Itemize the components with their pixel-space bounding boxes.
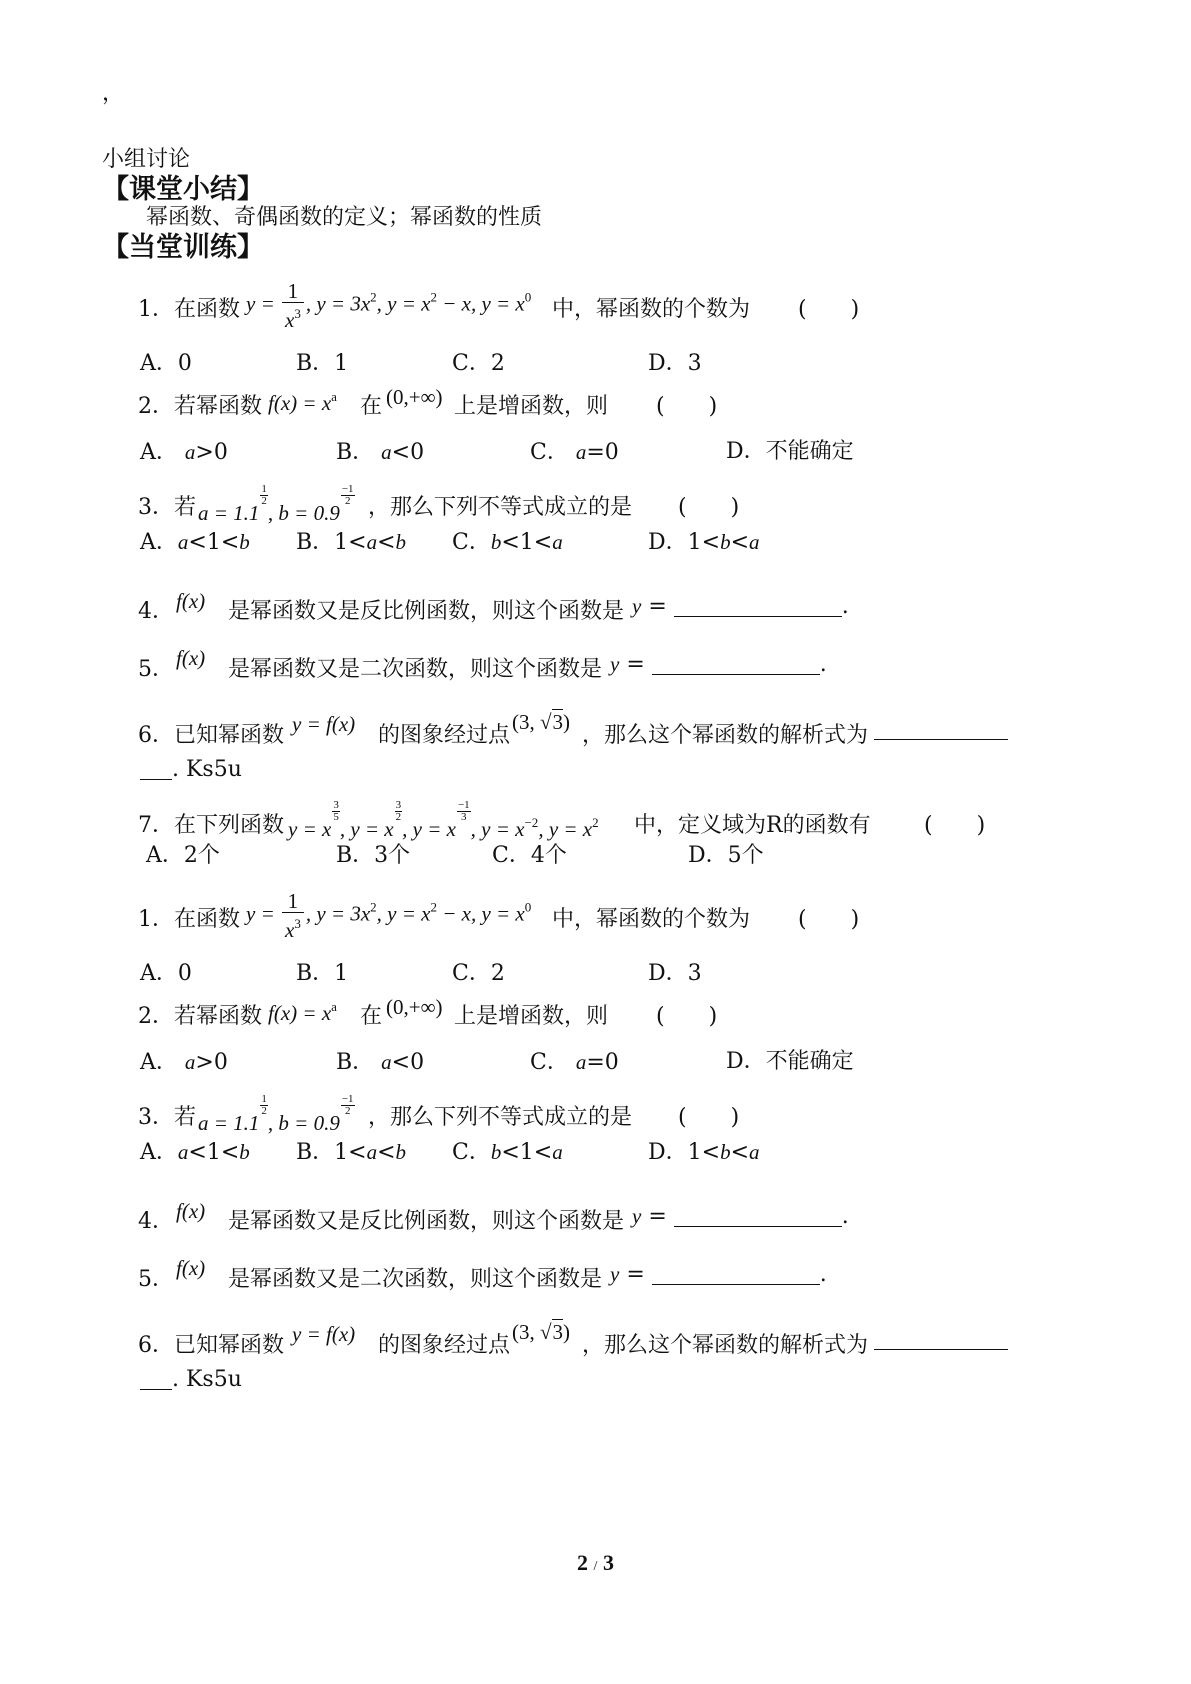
question-6-end: . Ks5u [140, 1366, 242, 1394]
option-d: D．1<b<a [648, 530, 760, 555]
answer-paren: ( ) [678, 1105, 740, 1130]
option-d: D．不能确定 [726, 1049, 854, 1074]
question-2-text: 上是增函数，则 [454, 1004, 609, 1029]
question-4-answer-blank[interactable]: y = . [632, 1204, 849, 1229]
answer-paren: ( ) [798, 297, 860, 322]
question-3-text: ，那么下列不等式成立的是 [368, 1105, 633, 1130]
question-5-answer-blank[interactable]: y = . [610, 652, 827, 677]
section-heading-training: 【当堂训练】 [102, 232, 264, 263]
option-a: A．0 [140, 961, 192, 986]
option-c: C． a=0 [530, 1050, 619, 1075]
question-2-interval: (0,+∞) [386, 385, 443, 409]
option-d: D．1<b<a [648, 1140, 760, 1165]
question-2-formula: $f(x) = x^a$ [268, 389, 337, 415]
question-4-label: 4． [138, 599, 174, 624]
question-4-label: 4． [138, 1209, 174, 1234]
question-7-label: 7．在下列函数 [138, 813, 284, 838]
answer-paren: ( ) [656, 394, 718, 419]
option-d: D．3 [648, 961, 702, 986]
option-a: A．a<1<b [140, 530, 250, 555]
question-4-formula: f(x) [176, 589, 206, 613]
group-discussion-text: 小组讨论 [102, 147, 191, 172]
option-c: C． a=0 [530, 440, 619, 465]
question-6-answer-blank[interactable] [874, 1326, 1008, 1354]
question-6-tail: ，那么这个幂函数的解析式为 [582, 723, 869, 748]
question-5-text: 是幂函数又是二次函数，则这个函数是 [228, 1267, 603, 1292]
question-2-label: 2．若幂函数 [138, 1004, 262, 1029]
option-d: D．不能确定 [726, 439, 854, 464]
question-6-end: . Ks5u [140, 756, 242, 784]
question-6-formula: y = f(x) [292, 712, 356, 736]
option-a: A．a<1<b [140, 1140, 250, 1165]
question-5-formula: f(x) [176, 646, 206, 670]
answer-paren: ( ) [656, 1004, 718, 1029]
question-1-text: 中，幂函数的个数为 [552, 907, 751, 932]
question-7-formula: y = x $\frac{3}{5}$ , y = x $\frac{3}{2}$ , y = x $\frac{-1}{3}$ , $y = x^{-2}$, $y = x^2$ [288, 799, 599, 841]
option-b: B． a<0 [336, 1050, 425, 1075]
option-b: B．1 [296, 961, 349, 986]
option-c: C．b<1<a [452, 530, 563, 555]
question-6-point: (3, √3) [512, 1320, 571, 1344]
option-c: C．4个 [492, 843, 567, 868]
question-2-label: 2．若幂函数 [138, 394, 262, 419]
question-4-text: 是幂函数又是反比例函数，则这个函数是 [228, 1209, 625, 1234]
option-b: B． a<0 [336, 440, 425, 465]
question-6-label: 6．已知幂函数 [138, 723, 284, 748]
question-1-label: 1．在函数 [138, 907, 240, 932]
question-7-text: 中，定义域为R的函数有 [634, 813, 871, 838]
section-heading-summary: 【课堂小结】 [102, 174, 264, 205]
question-3-label: 3．若 [138, 1105, 196, 1130]
option-a: A． a>0 [140, 440, 228, 465]
option-c: C．b<1<a [452, 1140, 563, 1165]
answer-paren: ( ) [678, 495, 740, 520]
question-3-label: 3．若 [138, 495, 196, 520]
summary-text: 幂函数、奇偶函数的定义；幂函数的性质 [146, 205, 543, 230]
question-5-label: 5． [138, 657, 174, 682]
question-6-text: 的图象经过点 [378, 1333, 511, 1358]
question-6-text: 的图象经过点 [378, 723, 511, 748]
question-3-formula: a = 1.1 $\frac{1}{2}$ , b = 0.9 $\frac{-1}{2}$ [198, 1093, 354, 1135]
option-b: B．3个 [336, 843, 411, 868]
question-4-text: 是幂函数又是反比例函数，则这个函数是 [228, 599, 625, 624]
question-6-formula: y = f(x) [292, 1322, 356, 1346]
question-2-text: 上是增函数，则 [454, 394, 609, 419]
page-number: 2 / 3 [577, 1550, 614, 1575]
question-5-formula: f(x) [176, 1256, 206, 1280]
option-d: D．5个 [688, 843, 764, 868]
option-a: A．0 [140, 351, 192, 376]
question-2-interval: (0,+∞) [386, 995, 443, 1019]
question-4-answer-blank[interactable]: y = . [632, 594, 849, 619]
question-2-in: 在 [360, 1004, 383, 1029]
answer-paren: ( ) [924, 813, 986, 838]
question-1-text: 中，幂函数的个数为 [552, 297, 751, 322]
option-c: C．2 [452, 351, 505, 376]
question-5-text: 是幂函数又是二次函数，则这个函数是 [228, 657, 603, 682]
question-5-answer-blank[interactable]: y = . [610, 1262, 827, 1287]
question-6-point: (3, √3) [512, 710, 571, 734]
question-2-formula: $f(x) = x^a$ [268, 999, 337, 1025]
answer-paren: ( ) [798, 907, 860, 932]
top-mark: ， [102, 81, 125, 106]
question-6-tail: ，那么这个幂函数的解析式为 [582, 1333, 869, 1358]
option-c: C．2 [452, 961, 505, 986]
question-1-label: 1．在函数 [138, 297, 240, 322]
option-a: A．2个 [146, 843, 220, 868]
question-6-answer-blank[interactable] [874, 716, 1008, 744]
question-3-text: ，那么下列不等式成立的是 [368, 495, 633, 520]
question-6-label: 6．已知幂函数 [138, 1333, 284, 1358]
question-3-formula: a = 1.1 $\frac{1}{2}$ , b = 0.9 $\frac{-1}{2}$ [198, 483, 354, 525]
option-b: B．1<a<b [296, 1140, 407, 1165]
question-1-formula: y = $\frac{1}{x^3}$ , $y = 3x^2$, $y = x^2 - x$, $y = x^0$ [246, 279, 532, 332]
question-1-formula: y = $\frac{1}{x^3}$ , $y = 3x^2$, $y = x^2 - x$, $y = x^0$ [246, 889, 532, 942]
question-5-label: 5． [138, 1267, 174, 1292]
question-4-formula: f(x) [176, 1199, 206, 1223]
option-b: B．1 [296, 351, 349, 376]
question-2-in: 在 [360, 394, 383, 419]
option-b: B．1<a<b [296, 530, 407, 555]
option-d: D．3 [648, 351, 702, 376]
option-a: A． a>0 [140, 1050, 228, 1075]
